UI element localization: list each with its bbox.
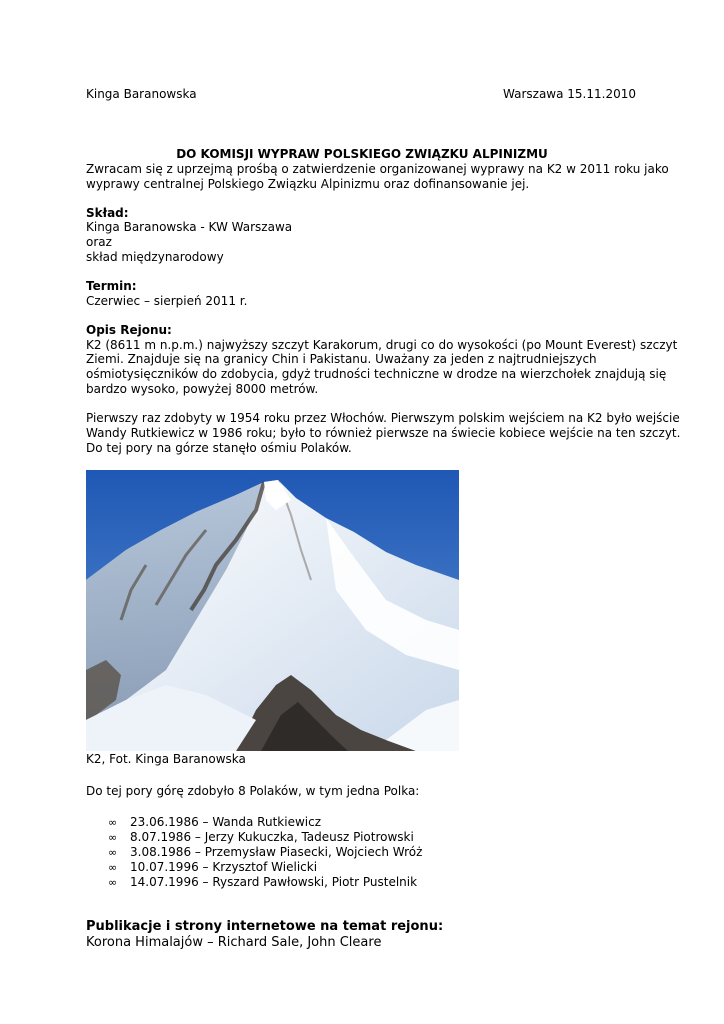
summit-entry: 10.07.1996 – Krzysztof Wielicki xyxy=(130,860,318,874)
termin-line: Czerwiec – sierpień 2011 r. xyxy=(86,294,248,308)
document-heading: DO KOMISJI WYPRAW POLSKIEGO ZWIĄZKU ALPINIZMU xyxy=(176,147,548,161)
summits-intro: Do tej pory górę zdobyło 8 Polaków, w tym jedna Polka: xyxy=(86,784,420,798)
list-item xyxy=(108,875,422,890)
opis-line: Ziemi. Znajduje się na granicy Chin i Pakistanu. Uważany za jeden z najtrudniejszych xyxy=(86,352,597,366)
sklad-line: Kinga Baranowska - KW Warszawa xyxy=(86,220,293,234)
infinity-bullet-icon: ∞ xyxy=(108,831,118,844)
k2-mountain-photo xyxy=(86,470,459,751)
summit-entry: 8.07.1986 – Jerzy Kukuczka, Tadeusz Piotrowski xyxy=(130,830,414,844)
section-heading-sklad: Skład: xyxy=(86,206,129,220)
photo-caption: K2, Fot. Kinga Baranowska xyxy=(86,752,246,766)
publication-entry: Korona Himalajów – Richard Sale, John Cleare xyxy=(86,935,382,950)
author-name: Kinga Baranowska xyxy=(86,87,197,101)
section-heading-termin: Termin: xyxy=(86,279,137,293)
sklad-line: skład międzynarodowy xyxy=(86,250,224,264)
list-item xyxy=(108,845,422,860)
summit-list xyxy=(108,815,422,890)
history-line: Do tej pory na górze stanęło ośmiu Polaków. xyxy=(86,441,352,455)
opis-line: K2 (8611 m n.p.m.) najwyższy szczyt Karakorum, drugi co do wysokości (po Mount Everest) szczyt xyxy=(86,338,678,352)
intro-line: wyprawy centralnej Polskiego Związku Alpinizmu oraz dofinansowanie jej. xyxy=(86,177,530,191)
opis-line: bardzo wysoko, powyżej 8000 metrów. xyxy=(86,382,319,396)
publications-heading: Publikacje i strony internetowe na temat rejonu: xyxy=(86,919,444,934)
opis-line: ośmiotysięczników do zdobycia, gdyż trudności techniczne w drodze na wierzchołek znajdują się xyxy=(86,367,667,381)
infinity-bullet-icon: ∞ xyxy=(108,861,118,874)
place-date: Warszawa 15.11.2010 xyxy=(503,87,636,101)
summit-entry: 14.07.1996 – Ryszard Pawłowski, Piotr Pustelnik xyxy=(130,875,418,889)
infinity-bullet-icon: ∞ xyxy=(108,846,118,859)
sklad-line: oraz xyxy=(86,235,112,249)
summit-entry: 23.06.1986 – Wanda Rutkiewicz xyxy=(130,815,321,829)
list-item xyxy=(108,815,422,830)
intro-line: Zwracam się z uprzejmą prośbą o zatwierdzenie organizowanej wyprawy na K2 w 2011 roku jako xyxy=(86,162,669,176)
history-line: Pierwszy raz zdobyty w 1954 roku przez Włochów. Pierwszym polskim wejściem na K2 było wejście xyxy=(86,411,680,425)
list-item xyxy=(108,830,422,845)
history-line: Wandy Rutkiewicz w 1986 roku; było to również pierwsze na świecie kobiece wejście na ten szczyt. xyxy=(86,426,681,440)
summit-entry: 3.08.1986 – Przemysław Piasecki, Wojciech Wróż xyxy=(130,845,423,859)
section-heading-opis: Opis Rejonu: xyxy=(86,323,172,337)
infinity-bullet-icon: ∞ xyxy=(108,816,118,829)
infinity-bullet-icon: ∞ xyxy=(108,876,118,889)
list-item xyxy=(108,860,422,875)
